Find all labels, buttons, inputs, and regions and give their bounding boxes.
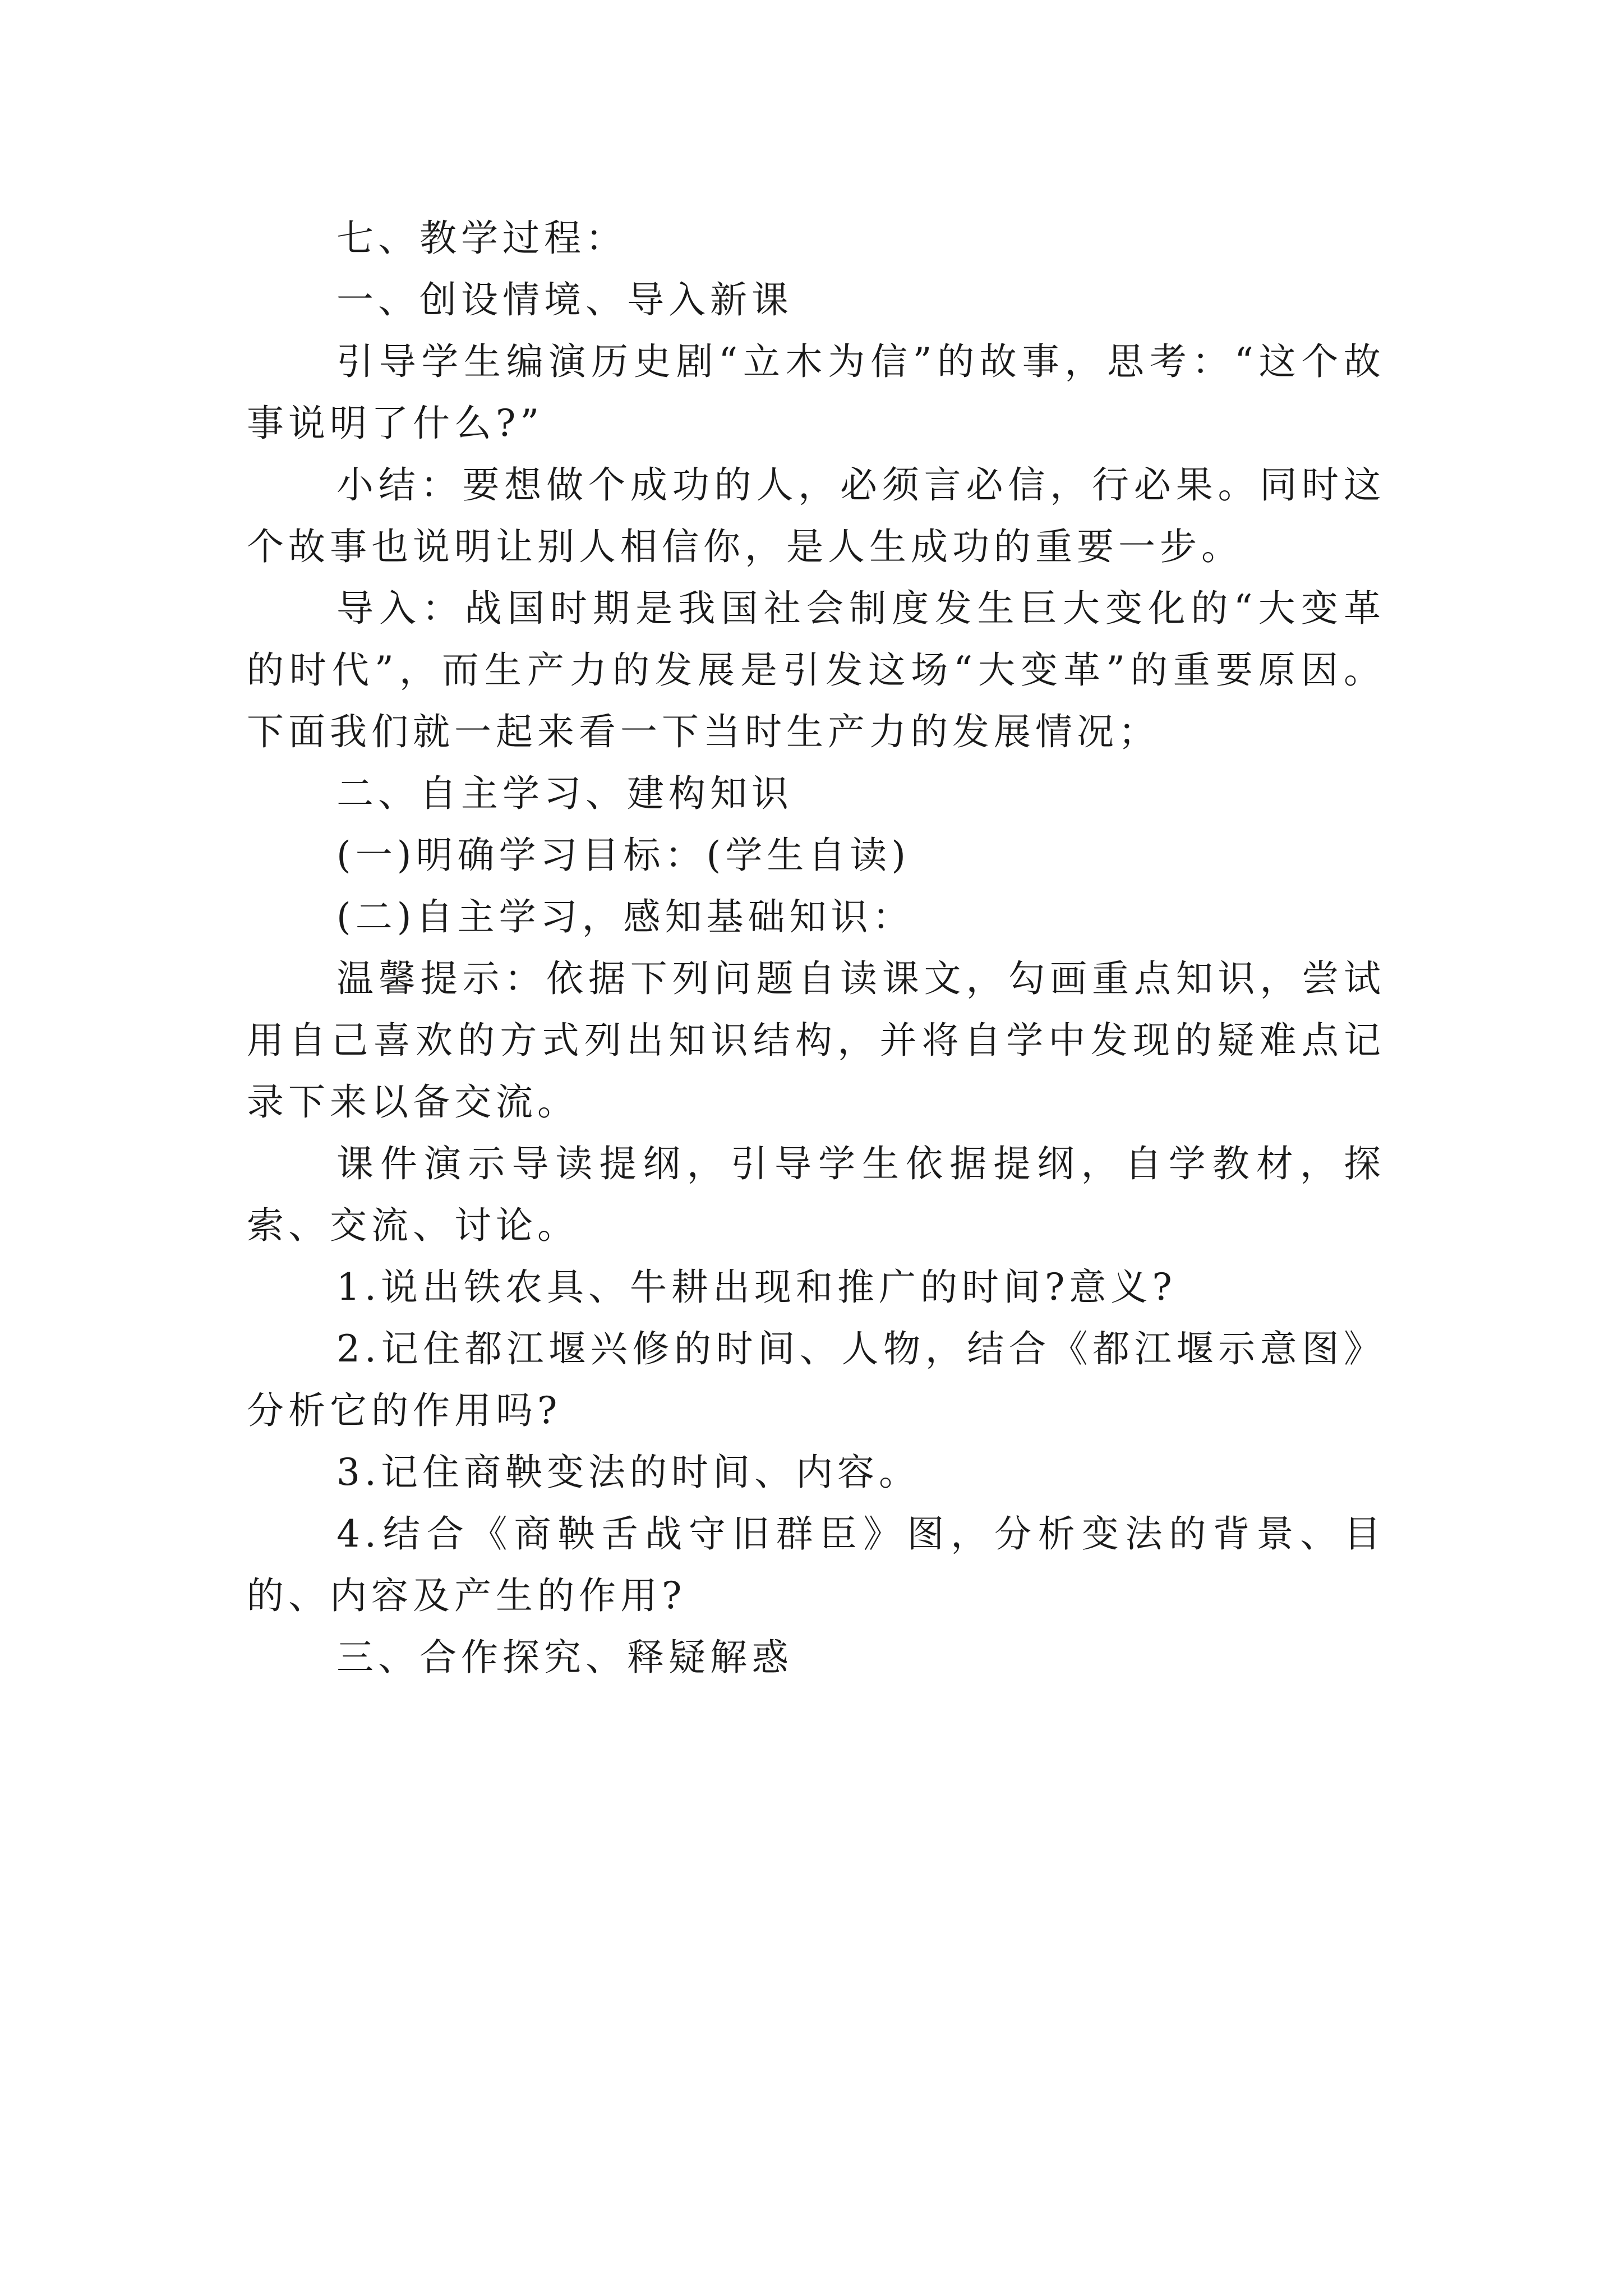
paragraph-summary: 小结：要想做个成功的人，必须言必信，行必果。同时这个故事也说明让别人相信你，是人生成功的重要一步。 [247,463,1385,568]
question-item-2: 2.记住都江堰兴修的时间、人物，结合《都江堰示意图》分析它的作用吗? [247,1327,1385,1432]
heading-teaching-process: 七、教学过程： [336,217,627,260]
subheading-basic-knowledge: (二)自主学习，感知基础知识： [336,895,914,938]
paragraph-story: 引导学生编演历史剧“立木为信”的故事，思考：“这个故事说明了什么?” [247,340,1385,445]
document-body [247,208,1385,1688]
question-item-3: 3.记住商鞅变法的时间、内容。 [336,1451,920,1494]
question-item-4: 4.结合《商鞅舌战守旧群臣》图，分析变法的背景、目的、内容及产生的作用? [247,1512,1385,1617]
section-heading-intro: 一、创设情境、导入新课 [336,278,793,321]
question-item-1: 1.说出铁农具、牛耕出现和推广的时间?意义? [336,1266,1177,1309]
subheading-goals: (一)明确学习目标：(学生自读) [336,834,910,877]
paragraph-tips: 温馨提示：依据下列问题自读课文，勾画重点知识，尝试用自己喜欢的方式列出知识结构，并将自学中发现的疑难点记录下来以备交流。 [247,957,1385,1124]
section-heading-self-study: 二、自主学习、建构知识 [336,772,793,815]
paragraph-outline: 课件演示导读提纲，引导学生依据提纲，自学教材，探索、交流、讨论。 [247,1142,1385,1247]
paragraph-lead-in: 导入：战国时期是我国社会制度发生巨大变化的“大变革的时代”，而生产力的发展是引发这场“大变革”的重要原因。下面我们就一起来看一下当时生产力的发展情况； [247,587,1385,753]
section-heading-cooperation: 三、合作探究、释疑解惑 [336,1636,793,1679]
